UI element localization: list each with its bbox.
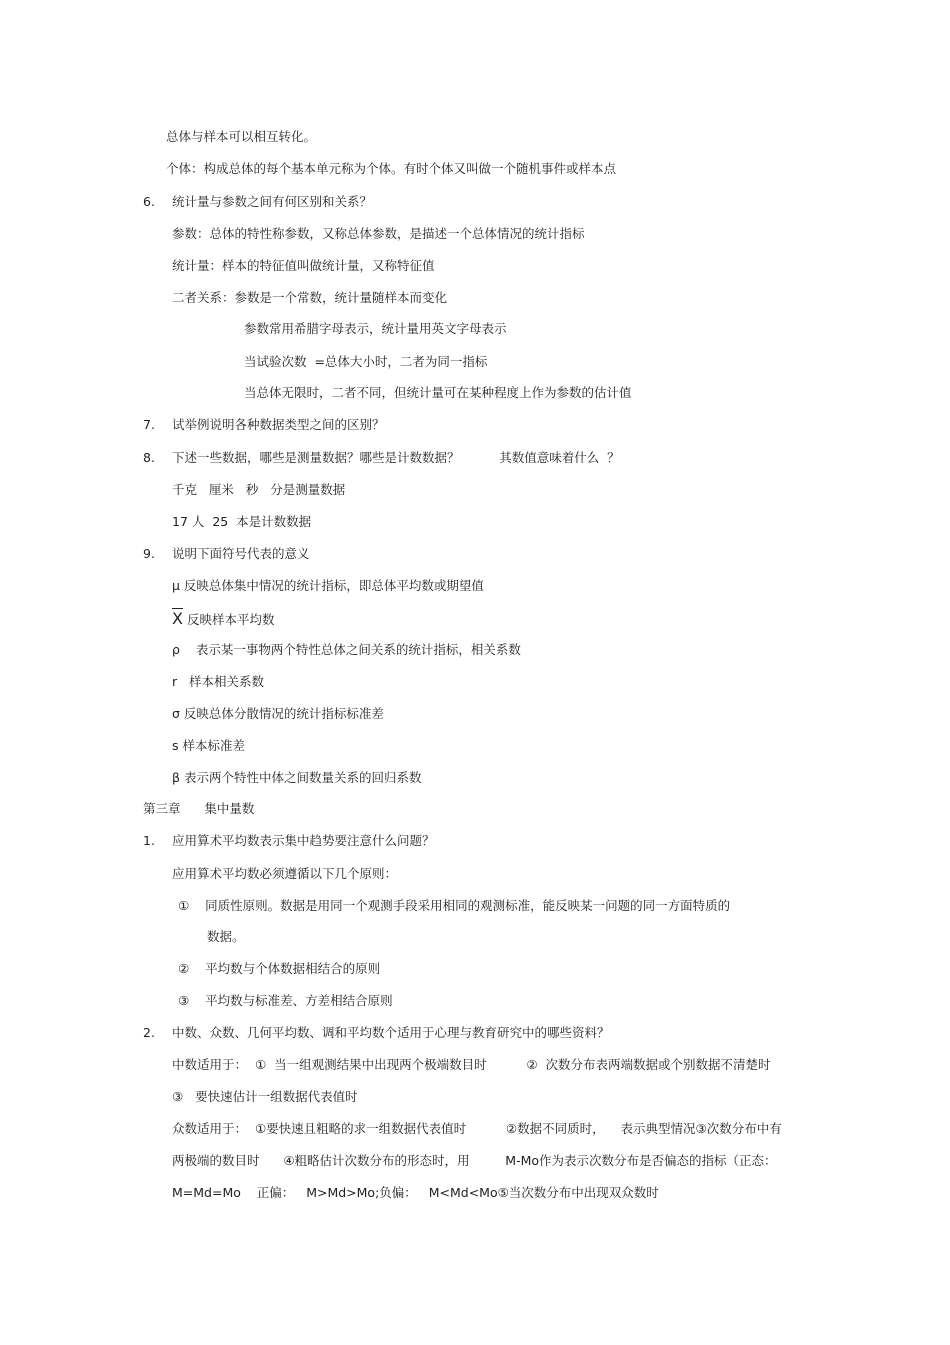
answer-line: 中数适用于： ① 当一组观测结果中出现两个极端数目时 ② 次数分布表两端数据或个别数据不清楚时 (172, 1057, 771, 1072)
answer-line: 参数：总体的特性称参数，又称总体参数，是描述一个总体情况的统计指标 (172, 226, 585, 241)
question-text: 统计量与参数之间有何区别和关系？ (172, 194, 373, 209)
question-number: 1. (143, 833, 155, 848)
answer-line: 二者关系：参数是一个常数，统计量随样本而变化 (172, 290, 448, 305)
answer-line: 当总体无限时，二者不同，但统计量可在某种程度上作为参数的估计值 (244, 385, 632, 400)
question-text: 中数、众数、几何平均数、调和平均数个适用于心理与教育研究中的哪些资料？ (172, 1025, 610, 1040)
answer-line: 众数适用于： ①要快速且粗略的求一组数据代表值时 ②数据不同质时， 表示典型情况③次数分布中有 (172, 1121, 782, 1136)
symbol-r-line: r 样本相关系数 (172, 674, 265, 689)
answer-line: ③ 要快速估计一组数据代表值时 (172, 1089, 358, 1104)
answer-line: 17 人 25 本是计数数据 (172, 514, 312, 529)
question-text: 说明下面符号代表的意义 (172, 546, 310, 561)
question-number: 7. (143, 417, 155, 432)
question-text: 试举例说明各种数据类型之间的区别？ (172, 417, 385, 432)
question-number: 6. (143, 194, 155, 209)
answer-line: 两极端的数目时 ④粗略估计次数分布的形态时，用 M-Mo作为表示次数分布是否偏态的指标（正态： (172, 1153, 777, 1168)
principle-item: ① 同质性原则。数据是用同一个观测手段采用相同的观测标准，能反映某一问题的同一方面特质的 (178, 898, 731, 913)
chapter-heading: 第三章 集中量数 (143, 801, 255, 816)
answer-line: 参数常用希腊字母表示，统计量用英文字母表示 (244, 321, 507, 336)
answer-line: 千克 厘米 秒 分是测量数据 (172, 482, 346, 497)
symbol-sigma-line: σ 反映总体分散情况的统计指标标准差 (172, 706, 384, 721)
symbol-xbar-line (172, 609, 274, 628)
text-line: 个体：构成总体的每个基本单元称为个体。有时个体又叫做一个随机事件或样本点 (166, 161, 617, 176)
text-line: 总体与样本可以相互转化。 (166, 129, 317, 144)
symbol-s-line: s 样本标准差 (172, 738, 245, 753)
question-number: 9. (143, 546, 155, 561)
question-number: 2. (143, 1025, 155, 1040)
xbar-description: 反映样本平均数 (182, 612, 275, 627)
symbol-mu-line: μ 反映总体集中情况的统计指标，即总体平均数或期望值 (172, 578, 484, 593)
answer-line: M=Md=Mo 正偏： M>Md>Mo;负偏： M<Md<Mo⑤当次数分布中出现双众数时 (172, 1185, 659, 1200)
question-text: 应用算术平均数表示集中趋势要注意什么问题？ (172, 833, 435, 848)
symbol-rho-line: ρ 表示某一事物两个特性总体之间关系的统计指标，相关系数 (172, 642, 521, 657)
principle-item: ③ 平均数与标准差、方差相结合原则 (178, 993, 393, 1008)
xbar-symbol: X (172, 609, 183, 628)
answer-line: 当试验次数 =总体大小时，二者为同一指标 (244, 354, 488, 369)
answer-line: 统计量：样本的特征值叫做统计量，又称特征值 (172, 258, 435, 273)
answer-line: 应用算术平均数必须遵循以下几个原则： (172, 866, 398, 881)
question-text: 下述一些数据，哪些是测量数据？哪些是计数数据？ 其数值意味着什么 ？ (172, 450, 620, 465)
question-number: 8. (143, 450, 155, 465)
principle-item: ② 平均数与个体数据相结合的原则 (178, 961, 381, 976)
symbol-beta-line: β 表示两个特性中体之间数量关系的回归系数 (172, 770, 422, 785)
principle-item-continued: 数据。 (207, 929, 245, 944)
